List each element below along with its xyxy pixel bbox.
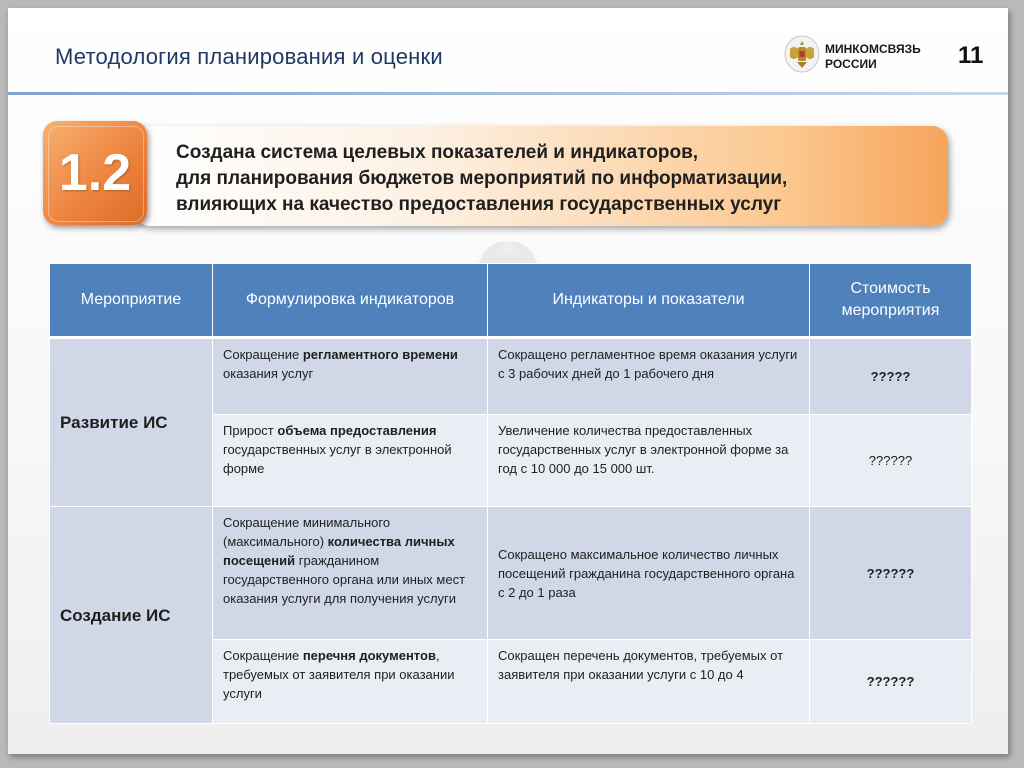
header-formulation: Формулировка индикаторов bbox=[213, 264, 488, 338]
indicator-cell: Сокращено регламентное время оказания услуги с 3 рабочих дней до 1 рабочего дня bbox=[488, 338, 810, 415]
indicators-table bbox=[49, 263, 972, 724]
cost-cell: ?????? bbox=[810, 507, 972, 640]
header-indicators: Индикаторы и показатели bbox=[488, 264, 810, 338]
formulation-text: Сокращение минимального (максимального) bbox=[223, 515, 391, 549]
section-number-badge: 1.2 bbox=[43, 121, 147, 225]
header-divider bbox=[8, 92, 1008, 95]
header-cost: Стоимость мероприятия bbox=[810, 264, 972, 338]
header-event: Мероприятие bbox=[50, 264, 213, 338]
formulation-emphasis: количества личных посещений bbox=[223, 534, 455, 568]
formulation-text: , требуемых от заявителя при оказании услуги bbox=[223, 648, 455, 701]
formulation-text: Прирост bbox=[223, 423, 278, 438]
banner-line-3: влияющих на качество предоставления государственных услуг bbox=[176, 194, 782, 215]
page-number: 11 bbox=[958, 42, 984, 69]
ministry-line-2: РОССИИ bbox=[825, 57, 877, 71]
banner-line-1: Создана система целевых показателей и индикаторов, bbox=[176, 142, 699, 163]
cost-cell: ?????? bbox=[810, 640, 972, 724]
cost-cell: ????? bbox=[810, 338, 972, 415]
table-row bbox=[50, 507, 972, 640]
formulation-cell bbox=[213, 338, 488, 415]
banner-text bbox=[176, 140, 936, 218]
emblem-icon bbox=[784, 35, 820, 73]
formulation-text: гражданином государственного органа или иных мест оказания услуги для получения услуги bbox=[223, 553, 466, 606]
formulation-text: оказания услуг bbox=[223, 366, 314, 381]
formulation-text: Сокращение bbox=[223, 347, 303, 362]
slide bbox=[8, 8, 1008, 754]
indicator-cell bbox=[488, 507, 810, 640]
group-label: Создание ИС bbox=[50, 507, 213, 724]
banner-line-2: для планирования бюджетов мероприятий по информатизации, bbox=[176, 168, 788, 189]
formulation-emphasis: объема предоставления bbox=[277, 423, 437, 438]
group-label: Развитие ИС bbox=[50, 338, 213, 507]
page-title: Методология планирования и оценки bbox=[55, 44, 443, 69]
ministry-line-1: МИНКОМСВЯЗЬ bbox=[825, 42, 921, 56]
table-header-row bbox=[50, 264, 972, 338]
formulation-text: Сокращение bbox=[223, 648, 303, 663]
cost-cell: ?????? bbox=[810, 415, 972, 507]
ministry-label bbox=[825, 42, 921, 72]
formulation-emphasis: перечня документов bbox=[302, 648, 436, 663]
indicator-text: Сокращено максимальное количество личных посещений гражданина государственного органа с 2 до 1 раза bbox=[498, 546, 795, 600]
formulation-emphasis: регламентного времени bbox=[302, 347, 458, 362]
formulation-cell bbox=[213, 507, 488, 640]
formulation-cell bbox=[213, 640, 488, 724]
indicator-cell: Увеличение количества предоставленных государственных услуг в электронной форме за год с 10 000 до 15 000 шт. bbox=[488, 415, 810, 507]
formulation-cell bbox=[213, 415, 488, 507]
table-row bbox=[50, 338, 972, 415]
indicator-cell: Сокращен перечень документов, требуемых от заявителя при оказании услуги с 10 до 4 bbox=[488, 640, 810, 724]
formulation-text: государственных услуг в электронной форме bbox=[223, 442, 452, 476]
